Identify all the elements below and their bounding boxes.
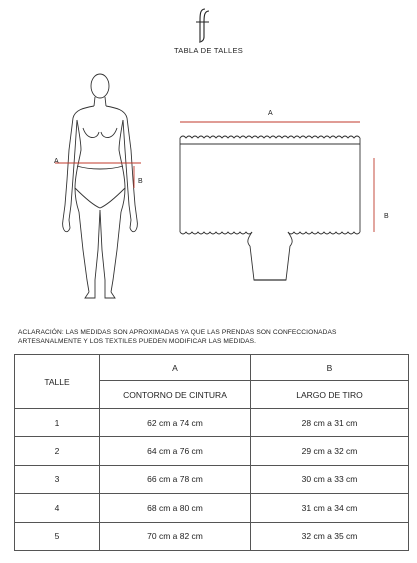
talle-cell: 5 xyxy=(15,522,100,550)
size-table xyxy=(14,354,409,551)
header-a-name: CONTORNO DE CINTURA xyxy=(100,381,251,409)
table-row xyxy=(15,437,409,465)
header-talle: TALLE xyxy=(15,355,100,409)
body-figure-diagram xyxy=(45,70,155,302)
talle-cell: 4 xyxy=(15,494,100,522)
header-b-name: LARGO DE TIRO xyxy=(251,381,409,409)
table-row xyxy=(15,465,409,493)
talle-cell: 3 xyxy=(15,465,100,493)
garment-diagram xyxy=(168,100,398,300)
disclaimer-line-1: ACLARACIÓN: LAS MEDIDAS SON APROXIMADAS YA QUE LAS PRENDAS SON CONFECCIONADAS xyxy=(18,329,337,336)
waist-cell: 70 cm a 82 cm xyxy=(100,522,251,550)
header-a-letter: A xyxy=(100,355,251,381)
garment-label-a: A xyxy=(268,110,273,117)
ff-monogram-icon xyxy=(192,7,214,43)
disclaimer-note xyxy=(18,328,408,346)
table-row xyxy=(15,522,409,550)
rise-cell: 32 cm a 35 cm xyxy=(251,522,409,550)
table-row xyxy=(15,409,409,437)
disclaimer-line-2: ARTESANALMENTE Y LOS TEXTILES PUEDEN MODIFICAR LAS MEDIDAS. xyxy=(18,338,257,346)
rise-cell: 30 cm a 33 cm xyxy=(251,465,409,493)
header-b-letter: B xyxy=(251,355,409,381)
table-row xyxy=(15,494,409,522)
page-title: TABLA DE TALLES xyxy=(173,46,244,55)
waist-cell: 68 cm a 80 cm xyxy=(100,494,251,522)
waist-cell: 64 cm a 76 cm xyxy=(100,437,251,465)
rise-cell: 31 cm a 34 cm xyxy=(251,494,409,522)
waist-cell: 66 cm a 78 cm xyxy=(100,465,251,493)
rise-cell: 29 cm a 32 cm xyxy=(251,437,409,465)
body-label-b: B xyxy=(138,178,143,185)
talle-cell: 2 xyxy=(15,437,100,465)
body-label-a: A xyxy=(54,158,59,165)
garment-label-b: B xyxy=(384,213,389,220)
waist-cell: 62 cm a 74 cm xyxy=(100,409,251,437)
table-header-row xyxy=(15,355,409,381)
rise-cell: 28 cm a 31 cm xyxy=(251,409,409,437)
talle-cell: 1 xyxy=(15,409,100,437)
